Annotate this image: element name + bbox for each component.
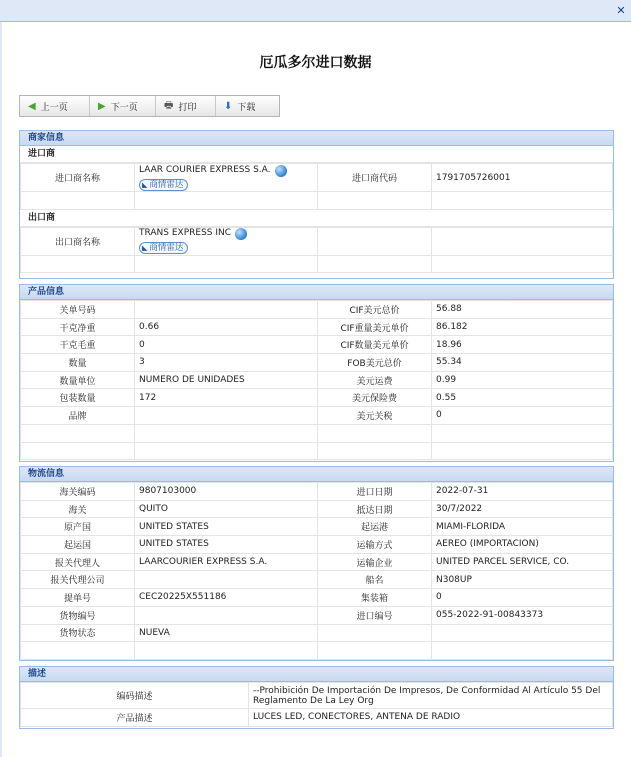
table-row bbox=[21, 709, 613, 727]
table-row bbox=[21, 336, 613, 354]
print-button[interactable] bbox=[156, 96, 216, 116]
field-label: 原产国 bbox=[21, 518, 135, 536]
empty-cell bbox=[318, 424, 432, 442]
table-row bbox=[21, 354, 613, 372]
empty-cell bbox=[21, 642, 135, 660]
importer-code-label: 进口商代码 bbox=[318, 164, 432, 192]
next-page-button[interactable] bbox=[90, 96, 156, 116]
window-left-edge bbox=[0, 22, 2, 757]
field-value bbox=[432, 624, 613, 642]
logistics-section-header: 物流信息 bbox=[20, 467, 613, 482]
table-row bbox=[21, 683, 613, 709]
empty-cell bbox=[432, 255, 613, 273]
field-label: 海关 bbox=[21, 500, 135, 518]
table-row bbox=[21, 642, 613, 660]
table-row bbox=[21, 192, 613, 210]
table-row bbox=[21, 227, 613, 255]
field-label: 数量 bbox=[21, 354, 135, 372]
field-value bbox=[135, 571, 318, 589]
field-value: 0.99 bbox=[432, 371, 613, 389]
field-label: 干克净重 bbox=[21, 318, 135, 336]
description-table bbox=[20, 682, 613, 727]
radar-arrow-icon: ◣ bbox=[142, 244, 148, 253]
empty-cell bbox=[21, 255, 135, 273]
field-value: CEC20225X551186 bbox=[135, 589, 318, 607]
field-value bbox=[135, 301, 318, 319]
table-row bbox=[21, 624, 613, 642]
field-value: 2022-07-31 bbox=[432, 483, 613, 501]
field-value: LAARCOURIER EXPRESS S.A. bbox=[135, 553, 318, 571]
close-icon[interactable]: ✕ bbox=[616, 4, 626, 17]
exporter-radar-button[interactable] bbox=[139, 242, 188, 254]
field-label: CIF数量美元单价 bbox=[318, 336, 432, 354]
radar-label: 商情雷达 bbox=[149, 243, 184, 254]
empty-cell bbox=[21, 424, 135, 442]
table-row bbox=[21, 424, 613, 442]
empty-cell bbox=[318, 642, 432, 660]
field-label: CIF美元总价 bbox=[318, 301, 432, 319]
empty-cell bbox=[135, 255, 318, 273]
field-value: 18.96 bbox=[432, 336, 613, 354]
radar-arrow-icon: ◣ bbox=[142, 180, 148, 189]
field-value: UNITED STATES bbox=[135, 518, 318, 536]
empty-cell bbox=[432, 442, 613, 460]
field-value: QUITO bbox=[135, 500, 318, 518]
product-table bbox=[20, 300, 613, 460]
table-row bbox=[21, 606, 613, 624]
field-label: 运输企业 bbox=[318, 553, 432, 571]
field-value: 0.66 bbox=[135, 318, 318, 336]
printer-icon: 🖶 bbox=[164, 99, 174, 111]
empty-cell bbox=[21, 192, 135, 210]
merchant-section bbox=[19, 130, 614, 279]
field-label: 美元关税 bbox=[318, 407, 432, 425]
product-desc-value: LUCES LED, CONECTORES, ANTENA DE RADIO bbox=[249, 709, 613, 727]
field-value: UNITED STATES bbox=[135, 536, 318, 554]
field-value: UNITED PARCEL SERVICE, CO. bbox=[432, 553, 613, 571]
importer-heading: 进口商 bbox=[20, 146, 613, 163]
exporter-table bbox=[20, 227, 613, 274]
description-section-header: 描述 bbox=[20, 667, 613, 682]
table-row bbox=[21, 571, 613, 589]
description-section bbox=[19, 666, 614, 729]
product-section bbox=[19, 284, 614, 462]
field-value: 56.88 bbox=[432, 301, 613, 319]
field-value: 30/7/2022 bbox=[432, 500, 613, 518]
field-value: AEREO (IMPORTACION) bbox=[432, 536, 613, 554]
prev-page-button[interactable] bbox=[20, 96, 90, 116]
window-title-bar bbox=[0, 0, 631, 22]
field-label: CIF重量美元单价 bbox=[318, 318, 432, 336]
importer-name-cell bbox=[135, 164, 318, 192]
field-label: 抵达日期 bbox=[318, 500, 432, 518]
field-label: 运输方式 bbox=[318, 536, 432, 554]
field-value: NUEVA bbox=[135, 624, 318, 642]
product-section-header: 产品信息 bbox=[20, 285, 613, 300]
importer-radar-button[interactable] bbox=[139, 179, 188, 191]
radar-label: 商情雷达 bbox=[149, 179, 184, 190]
importer-name-label: 进口商名称 bbox=[21, 164, 135, 192]
table-row bbox=[21, 536, 613, 554]
field-value: 9807103000 bbox=[135, 483, 318, 501]
empty-cell bbox=[135, 192, 318, 210]
field-label: 包装数量 bbox=[21, 389, 135, 407]
field-label: 关单号码 bbox=[21, 301, 135, 319]
empty-cell bbox=[318, 227, 432, 255]
field-label: 海关编码 bbox=[21, 483, 135, 501]
toolbar bbox=[19, 95, 280, 117]
importer-code-value: 1791705726001 bbox=[432, 164, 613, 192]
field-label: 集装箱 bbox=[318, 589, 432, 607]
merchant-section-header: 商家信息 bbox=[20, 131, 613, 146]
field-value: 0 bbox=[432, 407, 613, 425]
next-page-label: 下一页 bbox=[110, 102, 138, 113]
exporter-name-value: TRANS EXPRESS INC bbox=[139, 228, 232, 239]
page-title: 厄瓜多尔进口数据 bbox=[259, 55, 372, 71]
download-arrow-icon: ⬇ bbox=[224, 100, 233, 112]
field-value: 055-2022-91-00843373 bbox=[432, 606, 613, 624]
globe-icon[interactable] bbox=[235, 228, 247, 240]
importer-table bbox=[20, 163, 613, 210]
empty-cell bbox=[432, 642, 613, 660]
empty-cell bbox=[318, 192, 432, 210]
code-desc-label: 编码描述 bbox=[21, 683, 249, 709]
field-label: 报关代理人 bbox=[21, 553, 135, 571]
field-label: 美元运费 bbox=[318, 371, 432, 389]
field-label: 货物状态 bbox=[21, 624, 135, 642]
table-row bbox=[21, 301, 613, 319]
prev-page-label: 上一页 bbox=[40, 102, 68, 113]
importer-name-value: LAAR COURIER EXPRESS S.A. bbox=[139, 164, 271, 175]
empty-cell bbox=[432, 424, 613, 442]
download-button[interactable] bbox=[216, 96, 279, 116]
table-row bbox=[21, 553, 613, 571]
field-value: MIAMI-FLORIDA bbox=[432, 518, 613, 536]
field-label: 船名 bbox=[318, 571, 432, 589]
logistics-table bbox=[20, 482, 613, 660]
field-label: FOB美元总价 bbox=[318, 354, 432, 372]
field-value: 0 bbox=[135, 336, 318, 354]
field-label: 干克毛重 bbox=[21, 336, 135, 354]
field-label: 进口编号 bbox=[318, 606, 432, 624]
field-value: 172 bbox=[135, 389, 318, 407]
field-label: 提单号 bbox=[21, 589, 135, 607]
empty-cell bbox=[135, 642, 318, 660]
print-label: 打印 bbox=[178, 102, 197, 113]
field-value: NUMERO DE UNIDADES bbox=[135, 371, 318, 389]
empty-cell bbox=[318, 442, 432, 460]
globe-icon[interactable] bbox=[275, 165, 287, 177]
exporter-heading: 出口商 bbox=[20, 210, 613, 227]
empty-cell bbox=[318, 255, 432, 273]
empty-cell bbox=[21, 442, 135, 460]
empty-cell bbox=[135, 424, 318, 442]
code-desc-value: --Prohibición De Importación De Impresos, De Conformidad Al Artículo 55 Del Reglamento De La Ley Org bbox=[249, 683, 613, 709]
field-value: 55.34 bbox=[432, 354, 613, 372]
table-row bbox=[21, 407, 613, 425]
field-label: 进口日期 bbox=[318, 483, 432, 501]
table-row bbox=[21, 483, 613, 501]
exporter-name-cell bbox=[135, 227, 318, 255]
field-value: 86.182 bbox=[432, 318, 613, 336]
table-row bbox=[21, 164, 613, 192]
arrow-right-icon: ▶ bbox=[98, 100, 106, 112]
table-row bbox=[21, 389, 613, 407]
product-desc-label: 产品描述 bbox=[21, 709, 249, 727]
table-row bbox=[21, 500, 613, 518]
table-row bbox=[21, 589, 613, 607]
table-row bbox=[21, 371, 613, 389]
field-label: 数量单位 bbox=[21, 371, 135, 389]
empty-cell bbox=[135, 442, 318, 460]
field-value bbox=[135, 606, 318, 624]
field-label: 起运港 bbox=[318, 518, 432, 536]
arrow-left-icon: ◀ bbox=[28, 100, 36, 112]
field-label: 货物编号 bbox=[21, 606, 135, 624]
field-value: N308UP bbox=[432, 571, 613, 589]
logistics-section bbox=[19, 466, 614, 661]
field-value bbox=[135, 407, 318, 425]
field-label: 起运国 bbox=[21, 536, 135, 554]
table-row bbox=[21, 318, 613, 336]
field-label: 报关代理公司 bbox=[21, 571, 135, 589]
field-label bbox=[318, 624, 432, 642]
download-label: 下载 bbox=[237, 102, 256, 113]
field-value: 3 bbox=[135, 354, 318, 372]
empty-cell bbox=[432, 227, 613, 255]
table-row bbox=[21, 442, 613, 460]
table-row bbox=[21, 518, 613, 536]
field-value: 0.55 bbox=[432, 389, 613, 407]
exporter-name-label: 出口商名称 bbox=[21, 227, 135, 255]
field-value: 0 bbox=[432, 589, 613, 607]
table-row bbox=[21, 255, 613, 273]
empty-cell bbox=[432, 192, 613, 210]
field-label: 品牌 bbox=[21, 407, 135, 425]
field-label: 美元保险费 bbox=[318, 389, 432, 407]
